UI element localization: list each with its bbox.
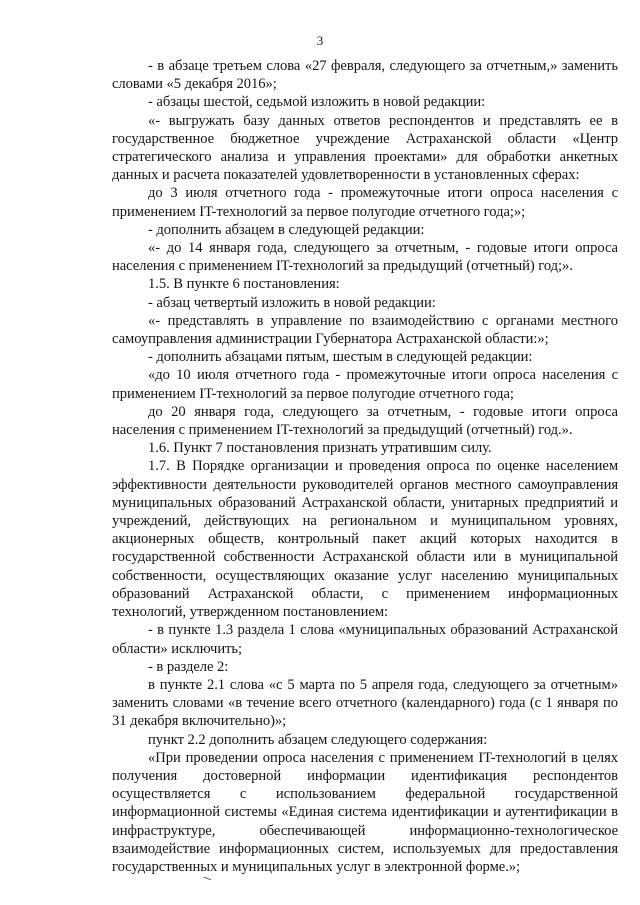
paragraph: - в разделе 2:	[148, 658, 229, 675]
paragraph: пункт 2.2 дополнить абзацем следующего содержания:	[148, 731, 488, 748]
paragraph: - абзацы шестой, седьмой изложить в новой редакции:	[148, 94, 486, 111]
paragraph: - дополнить абзацами пятым, шестым в следующей редакции:	[148, 349, 533, 366]
paragraph: 1.6. Пункт 7 постановления признать утратившим силу.	[148, 440, 492, 457]
paragraph: 1.7. В Порядке организации и проведения опроса по оценке населением эффективности деятельности руководителей органов местного самоуправления муниципальных образований Астраханской области, унитарных предприятий и учреждений, действующих на региональном и муниципальном уровнях, акционерных обществ, контрольный пакет акций которых находится в государственной собственности Астраханской области или в муниципальной собственности, осуществляющих оказание услуг населению муниципальных образований Астраханской области, с применением информационных технологий, утвержденном постановлением:	[112, 458, 618, 621]
paragraph: - в пункте 1.3 раздела 1 слова «муниципальных образований Астраханской области» исключить;	[112, 622, 618, 657]
paragraph: до 20 января года, следующего за отчетным, - годовые итоги опроса населения с применением IT-технологий за предыдущий (отчетный) год.».	[112, 403, 618, 439]
paragraph: в пункте 2.1 слова «с 5 марта по 5 апреля года, следующего за отчетным» заменить словами «в течение всего отчетного (календарного) года (с 1 января по 31 декабря включительно)»;	[112, 676, 618, 730]
document-body	[112, 57, 618, 876]
paragraph: «- представлять в управление по взаимодействию с органами местного самоуправления администрации Губернатора Астраханской области:»;	[112, 312, 618, 348]
paragraph: - в абзаце третьем слова «27 февраля, следующего за отчетным,» заменить словами «5 декабря 2016»;	[112, 58, 618, 93]
scan-mark	[203, 872, 212, 880]
page-number: 3	[316, 33, 324, 48]
paragraph: до 3 июля отчетного года - промежуточные итоги опроса населения с применением IT-технологий за первое полугодие отчетного года;»;	[112, 185, 618, 220]
paragraph: - дополнить абзацем в следующей редакции:	[148, 221, 425, 238]
paragraph: «- выгружать базу данных ответов респондентов и представлять ее в государственное бюджетное учреждение Астраханской области «Центр стратегического анализа и управления проектами» для обработки анкетных данных и расчета показателей удовлетворенности в установленных сферах:	[112, 112, 618, 184]
paragraph: - абзац четвертый изложить в новой редакции:	[148, 294, 436, 311]
paragraph: «При проведении опроса населения с применением IT-технологий в целях получения достоверной информации идентификация респондентов осуществляется с использованием федеральной государственной информационной системы «Единая система идентификации и аутентификации в инфраструктуре, обеспечивающей информационно-технологическое взаимодействие информационных систем, используемых для предоставления государственных и муниципальных услуг в электронной форме.»;	[112, 749, 618, 875]
paragraph: «- до 14 января года, следующего за отчетным, - годовые итоги опроса населения с применением IT-технологий за предыдущий (отчетный) год;».	[112, 240, 618, 275]
paragraph: «до 10 июля отчетного года - промежуточные итоги опроса населения с применением IT-технологий за первое полугодие отчетного года;	[112, 367, 618, 402]
paragraph: 1.5. В пункте 6 постановления:	[148, 276, 340, 293]
